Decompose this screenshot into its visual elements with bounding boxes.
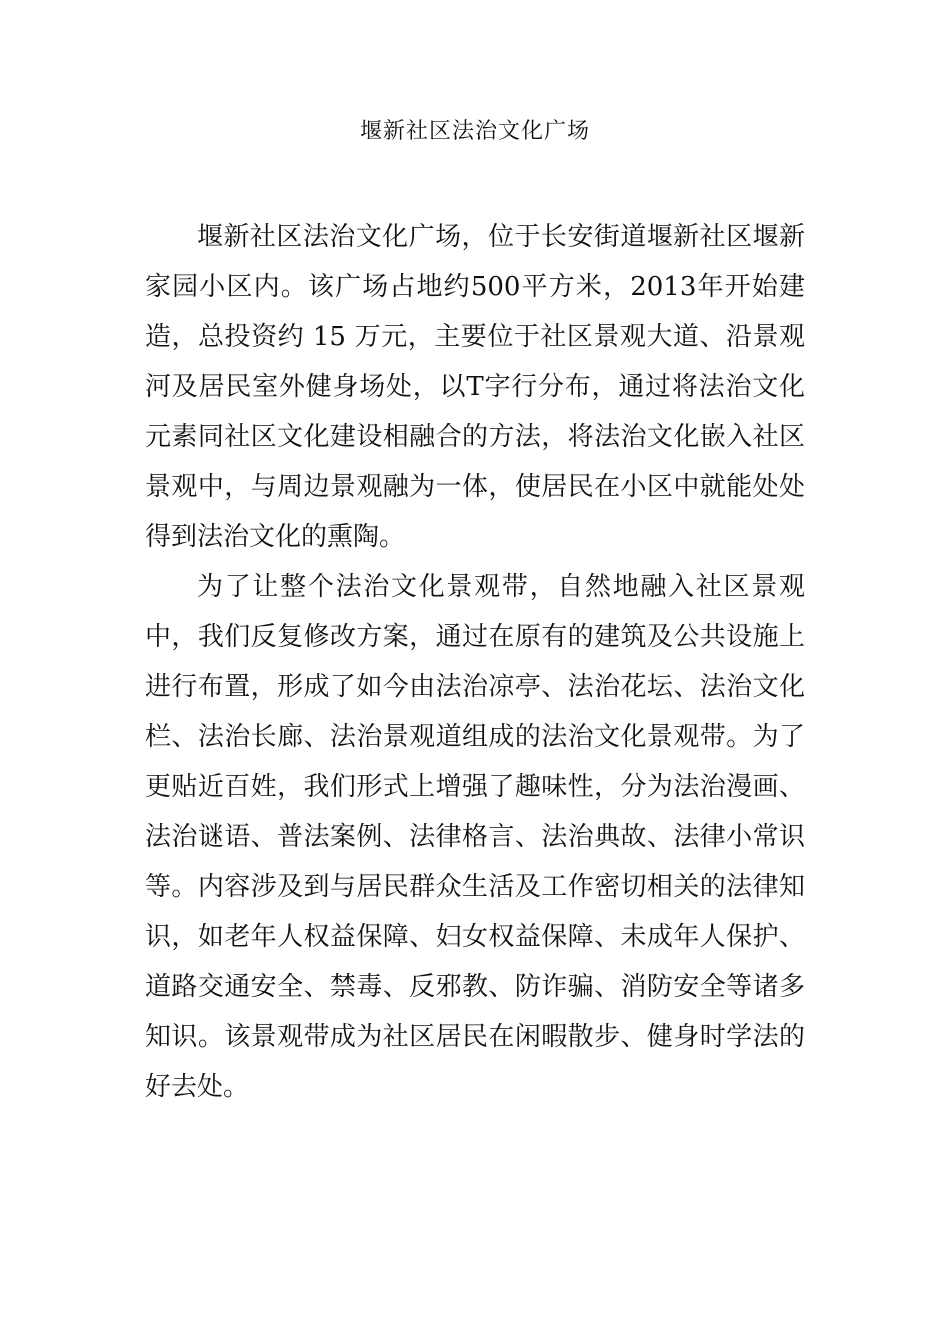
document-body: [145, 212, 805, 1112]
document-title: 堰新社区法治文化广场: [359, 119, 590, 144]
paragraph-2: 为了让整个法治文化景观带，自然地融入社区景观中，我们反复修改方案，通过在原有的建筑及公共设施上进行布置，形成了如今由法治凉亭、法治花坛、法治文化栏、法治长廊、法治景观道组成的法治文化景观带。为了更贴近百姓，我们形式上增强了趣味性，分为法治漫画、法治谜语、普法案例、法律格言、法治典故、法律小常识等。内容涉及到与居民群众生活及工作密切相关的法律知识，如老年人权益保障、妇女权益保障、未成年人保护、道路交通安全、禁毒、反邪教、防诈骗、消防安全等诸多知识。该景观带成为社区居民在闲暇散步、健身时学法的好去处。: [145, 572, 805, 1102]
paragraph-1: 堰新社区法治文化广场，位于长安街道堰新社区堰新家园小区内。该广场占地约500平方米，2013年开始建造，总投资约 15 万元，主要位于社区景观大道、沿景观河及居民室外健身场处，以T字行分布，通过将法治文化元素同社区文化建设相融合的方法，将法治文化嵌入社区景观中，与周边景观融为一体，使居民在小区中就能处处得到法治文化的熏陶。: [145, 222, 805, 552]
